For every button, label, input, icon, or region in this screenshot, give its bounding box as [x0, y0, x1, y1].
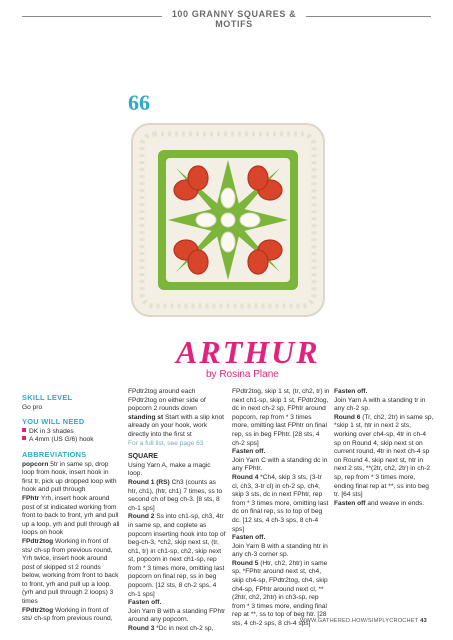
round-instruction — [128, 479, 226, 513]
fasten-off — [232, 534, 330, 543]
round-text: (Tr, ch2, 2tr) in same sp, *skip 1 st, htr in next 2 sts, working over ch4-sp, 4tr in ch-4 sp on Round 4, skip next st on current round, 4tr in next ch-4 sp on Round 4, skip next st, htr in next 2 sts, **(2tr, ch2, 2tr) in ch-2 sp, rep from * 3 times more, ending final rep at **, ss into beg tr. [64 sts] — [334, 413, 434, 499]
fasten-off — [334, 388, 434, 397]
fasten-off-label: Fasten off. — [232, 534, 266, 542]
round-text: *Ch4, skip 3 sts, (3-tr cl, ch3, 3-tr cl) in ch-2 sp, ch4, skip 3 sts, dc in next FPhtr, rep from * 3 times more, omitting last dc on final rep, ss to top of beg dc. [12 sts, 4 ch-3 sps, 8 ch-4 sps] — [232, 473, 329, 533]
round-label: Round 2 — [128, 513, 155, 521]
materials-item — [22, 428, 120, 437]
abbreviation-entry — [128, 414, 226, 440]
skill-level-value: Go pro — [22, 403, 43, 411]
fasten-off-label: Fasten off. — [232, 448, 266, 456]
book-title: 100 GRANNY SQUARES & MOTIFS — [171, 9, 297, 29]
page-header — [0, 6, 453, 28]
materials-item-text: A 4mm (US G/6) hook — [29, 436, 94, 444]
bullet-square-icon — [22, 436, 26, 440]
instruction-text: Using Yarn A, make a magic loop. — [128, 461, 211, 478]
fasten-off-label: Fasten off. — [128, 599, 162, 607]
round-text: Ss into ch1-sp, ch3, 4tr in same sp, and coplete as popcorn inserting hook into top of beg-ch-3, *ch2, skip next st, (tr, ch1, tr) in ch1-sp, ch2, skip next st, popcorn in next ch1-sp, rep from * 3 times more, omitting last popcorn on final rep, ss in beg popcorn. [12 sts, 8 ch-2 sps, 4 ch-1 sps] — [128, 513, 226, 598]
abbreviation-term: FPdtr2tog — [22, 537, 54, 545]
fasten-off-label: Fasten off — [334, 499, 366, 507]
page-footer — [300, 618, 427, 624]
instruction-text: Join Yarn B with a standing FPhtr around any popcorn. — [128, 607, 226, 624]
pattern-title: ARTHUR — [176, 334, 320, 370]
abbreviations-heading: ABBREVIATIONS — [22, 449, 87, 459]
instruction-text: Join Yarn B with a standing htr in any ch-3 corner sp. — [232, 542, 328, 559]
abbreviation-definition: Yrh, insert hook around post of st indicated working from front to back to front, yrh and pull up a loop, yrh and pull through all loops on hook — [22, 494, 120, 537]
column-1 — [22, 388, 120, 624]
round-text: *Dc in next ch-2 sp, — [154, 625, 214, 633]
abbreviation-definition: 5tr in same sp, drop loop from hook, insert hook in first tr, pick up dropped loop with hook and pull through — [22, 460, 117, 494]
you-will-need-heading: YOU WILL NEED — [22, 417, 85, 427]
square-heading: SQUARE — [128, 453, 158, 461]
fasten-off — [334, 500, 434, 509]
abbreviation-definition: Working in front of sts/ ch-sp from previous round, Yrh twice, insert hook around post of skipped st 2 rounds below, working from front to back to front, yrh and pull up a loop. (yrh and pull through 2 loops) 3 times — [22, 537, 119, 606]
page-number: 43 — [420, 618, 427, 624]
abbreviation-term: FPhtr — [22, 494, 40, 502]
column-4 — [334, 388, 434, 508]
fasten-off — [128, 599, 226, 608]
abbreviation-entry — [22, 538, 120, 607]
header-rule-right — [306, 16, 431, 17]
skill-level-heading: SKILL LEVEL — [22, 393, 73, 402]
abbreviation-entry — [22, 461, 120, 495]
round-instruction — [232, 474, 330, 534]
round-label: Round 4 — [232, 473, 259, 481]
column-2 — [128, 388, 226, 634]
bullet-square-icon — [22, 428, 26, 432]
round-label: Round 3 — [128, 625, 155, 633]
materials-item — [22, 436, 120, 445]
abbreviation-term: popcorn — [22, 460, 49, 468]
round-instruction — [128, 625, 226, 634]
fasten-off-text: and weave in ends. — [365, 499, 425, 507]
abbreviation-term: standing st — [128, 413, 164, 421]
round-text: (Htr, ch2, 2htr) in same sp, *FPhtr around next st, ch4, skip ch4-sp, FPdtr2tog, ch4, skip ch4-sp, FPhtr around next cl, **(2htr, ch2, 2htr) in ch3-sp, rep from * 3 times more, ending final rep at **, ss to top of beg htr. [28 sts, 4 ch-2 sps, 8 ch-4 sps] — [232, 559, 328, 628]
granny-square-photo — [128, 120, 328, 320]
abbreviation-definition: Working in front of sts/ ch-sp from previous round, — [22, 606, 113, 623]
column-3 — [232, 388, 330, 629]
abbreviation-definition: Start with a slip knot already on your hook, work directly into the first st — [128, 413, 225, 438]
round-instruction — [128, 513, 226, 599]
abbreviations-note: For a full list, see page 63 — [128, 439, 204, 447]
round-instruction — [334, 414, 434, 500]
pattern-number: 66 — [128, 90, 150, 115]
round-label: Round 6 — [334, 413, 361, 421]
round-label: Round 5 — [232, 559, 259, 567]
round-text: Ch3 (counts as htr, ch1), (htr, ch1) 7 times, ss to second ch of beg ch-3. [8 sts, 8 ch-1 sps] — [128, 478, 223, 512]
instruction-text: Join Yarn C with a standing dc in any FPhtr. — [232, 456, 328, 473]
footer-url: WWW.GATHERED.HOW/SIMPLYCROCHET — [300, 618, 419, 624]
header-rule-left — [22, 16, 162, 17]
round-continued: FPdtr2tog, skip 1 st, (tr, ch2, tr) in next ch1-sp, skip 1 st, FPdtr2tog, dc in next ch-2 sp, FPhtr around popcorn, rep from * 3 times more, omitting last FPhtr on final rep, ss in beg FPhtr. [28 sts, 4 ch-2 sps] — [232, 388, 330, 447]
designer-credit: by Rosina Plane — [206, 369, 279, 380]
fasten-off — [232, 448, 330, 457]
round-label: Round 1 (RS) — [128, 478, 170, 486]
abbreviation-term: FPdtr2tog — [22, 606, 54, 614]
materials-item-text: DK in 3 shades — [29, 427, 74, 435]
abbreviation-entry — [22, 495, 120, 538]
abbreviation-entry — [22, 607, 120, 624]
abbreviation-continued: FPdtr2tog around each FPdtr2tog on either side of popcorn 2 rounds down — [128, 388, 206, 413]
instruction-text: Join Yarn A with a standing tr in any ch-2 sp. — [334, 396, 426, 413]
fasten-off-label: Fasten off. — [334, 388, 368, 395]
